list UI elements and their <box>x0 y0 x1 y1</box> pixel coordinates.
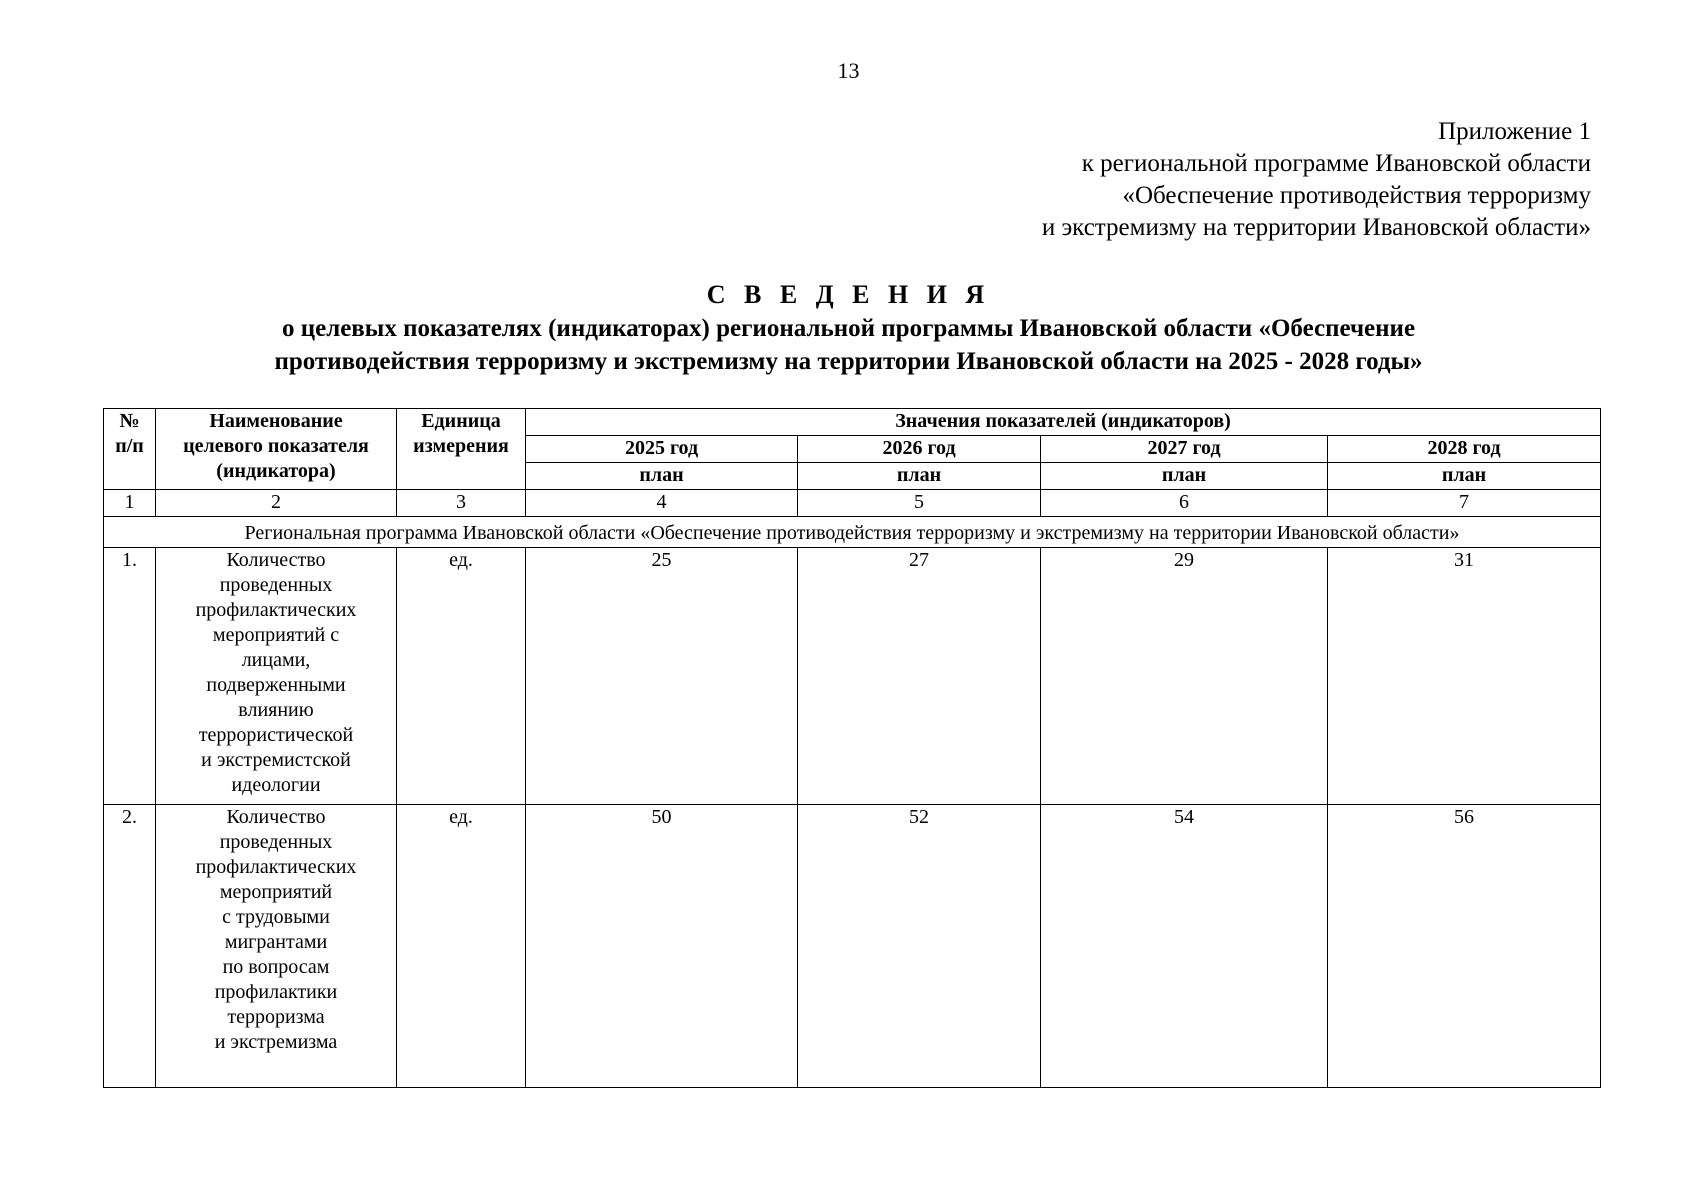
indicator-name-line: проведенных <box>219 574 333 596</box>
indicator-unit: ед. <box>397 548 526 805</box>
header-num <box>104 409 156 490</box>
appendix-line: к региональной программе Ивановской области <box>1081 150 1591 177</box>
indicator-name-line: Количество <box>226 806 326 828</box>
document-subtitle-line: противодействия терроризму и экстремизму на территории Ивановской области на 2025 - 2028 годы» <box>274 348 1423 375</box>
indicators-table <box>103 408 1601 1088</box>
indicator-name <box>156 805 397 1088</box>
header-year: 2026 год <box>798 436 1041 463</box>
header-plan: план <box>1041 463 1328 490</box>
indicator-value-2028: 31 <box>1328 548 1601 805</box>
document-title: С В Е Д Е Н И Я <box>706 280 991 309</box>
column-number: 3 <box>397 490 526 517</box>
header-plan: план <box>798 463 1041 490</box>
indicator-name-line: террористической <box>198 724 354 746</box>
header-year: 2028 год <box>1328 436 1601 463</box>
header-values-group: Значения показателей (индикаторов) <box>526 409 1601 436</box>
column-numbers-row <box>104 490 1601 517</box>
header-text: Единица <box>421 410 501 432</box>
appendix-line: Приложение 1 <box>1438 118 1591 145</box>
indicator-name-line: профилактических <box>195 856 357 878</box>
appendix-reference <box>691 116 1591 244</box>
header-plan: план <box>526 463 798 490</box>
indicator-name-line: профилактических <box>195 599 357 621</box>
appendix-line: «Обеспечение противодействия терроризму <box>1122 182 1591 209</box>
header-text: п/п <box>115 435 144 457</box>
appendix-line: и экстремизму на территории Ивановской области» <box>1041 214 1591 241</box>
column-number: 4 <box>526 490 798 517</box>
indicator-name-line: Количество <box>226 549 326 571</box>
indicator-name-line: и экстремизма <box>214 1031 338 1053</box>
indicator-name-line: мероприятий <box>219 881 333 903</box>
indicator-name-line: терроризма <box>227 1006 325 1028</box>
indicator-name-line: проведенных <box>219 831 333 853</box>
header-text: № <box>119 410 140 432</box>
indicator-name-line: мероприятий с <box>212 624 340 646</box>
column-number: 5 <box>798 490 1041 517</box>
indicator-name-line: мигрантами <box>224 931 328 953</box>
document-subtitle-line: о целевых показателях (индикаторах) региональной программы Ивановской области «Обеспечение <box>281 315 1416 342</box>
indicator-name <box>156 548 397 805</box>
document-heading <box>0 278 1697 378</box>
header-year: 2027 год <box>1041 436 1328 463</box>
indicator-name-line: и экстремистской <box>201 749 351 771</box>
indicator-name-line: идеологии <box>231 774 321 796</box>
indicator-unit: ед. <box>397 805 526 1088</box>
header-unit <box>397 409 526 490</box>
indicator-name-line: подверженными <box>206 674 346 696</box>
indicator-name-line: лицами, <box>241 649 311 671</box>
header-plan: план <box>1328 463 1601 490</box>
header-name <box>156 409 397 490</box>
header-row <box>104 409 1601 436</box>
indicator-name-line: по вопросам <box>222 956 330 978</box>
column-number: 6 <box>1041 490 1328 517</box>
row-number: 1. <box>104 548 156 805</box>
row-number: 2. <box>104 805 156 1088</box>
header-text: целевого показателя <box>183 435 369 457</box>
indicator-value-2026: 27 <box>798 548 1041 805</box>
header-text: (индикатора) <box>216 460 336 482</box>
indicator-name-line: влиянию <box>238 699 314 721</box>
indicator-value-2027: 29 <box>1041 548 1328 805</box>
section-row <box>104 517 1601 548</box>
indicator-value-2025: 25 <box>526 548 798 805</box>
indicator-value-2025: 50 <box>526 805 798 1088</box>
indicator-value-2026: 52 <box>798 805 1041 1088</box>
section-title: Региональная программа Ивановской области «Обеспечение противодействия терроризму и экстремизму на территории Ивановской области» <box>104 517 1601 548</box>
column-number: 7 <box>1328 490 1601 517</box>
header-text: Наименование <box>209 410 343 432</box>
header-year: 2025 год <box>526 436 798 463</box>
indicator-value-2028: 56 <box>1328 805 1601 1088</box>
table-row <box>104 805 1601 1088</box>
indicator-value-2027: 54 <box>1041 805 1328 1088</box>
table-row <box>104 548 1601 805</box>
header-text: измерения <box>413 435 509 457</box>
column-number: 2 <box>156 490 397 517</box>
column-number: 1 <box>104 490 156 517</box>
page-number: 13 <box>837 58 860 83</box>
indicator-name-line: с трудовыми <box>222 906 330 928</box>
indicator-name-line: профилактики <box>214 981 338 1003</box>
